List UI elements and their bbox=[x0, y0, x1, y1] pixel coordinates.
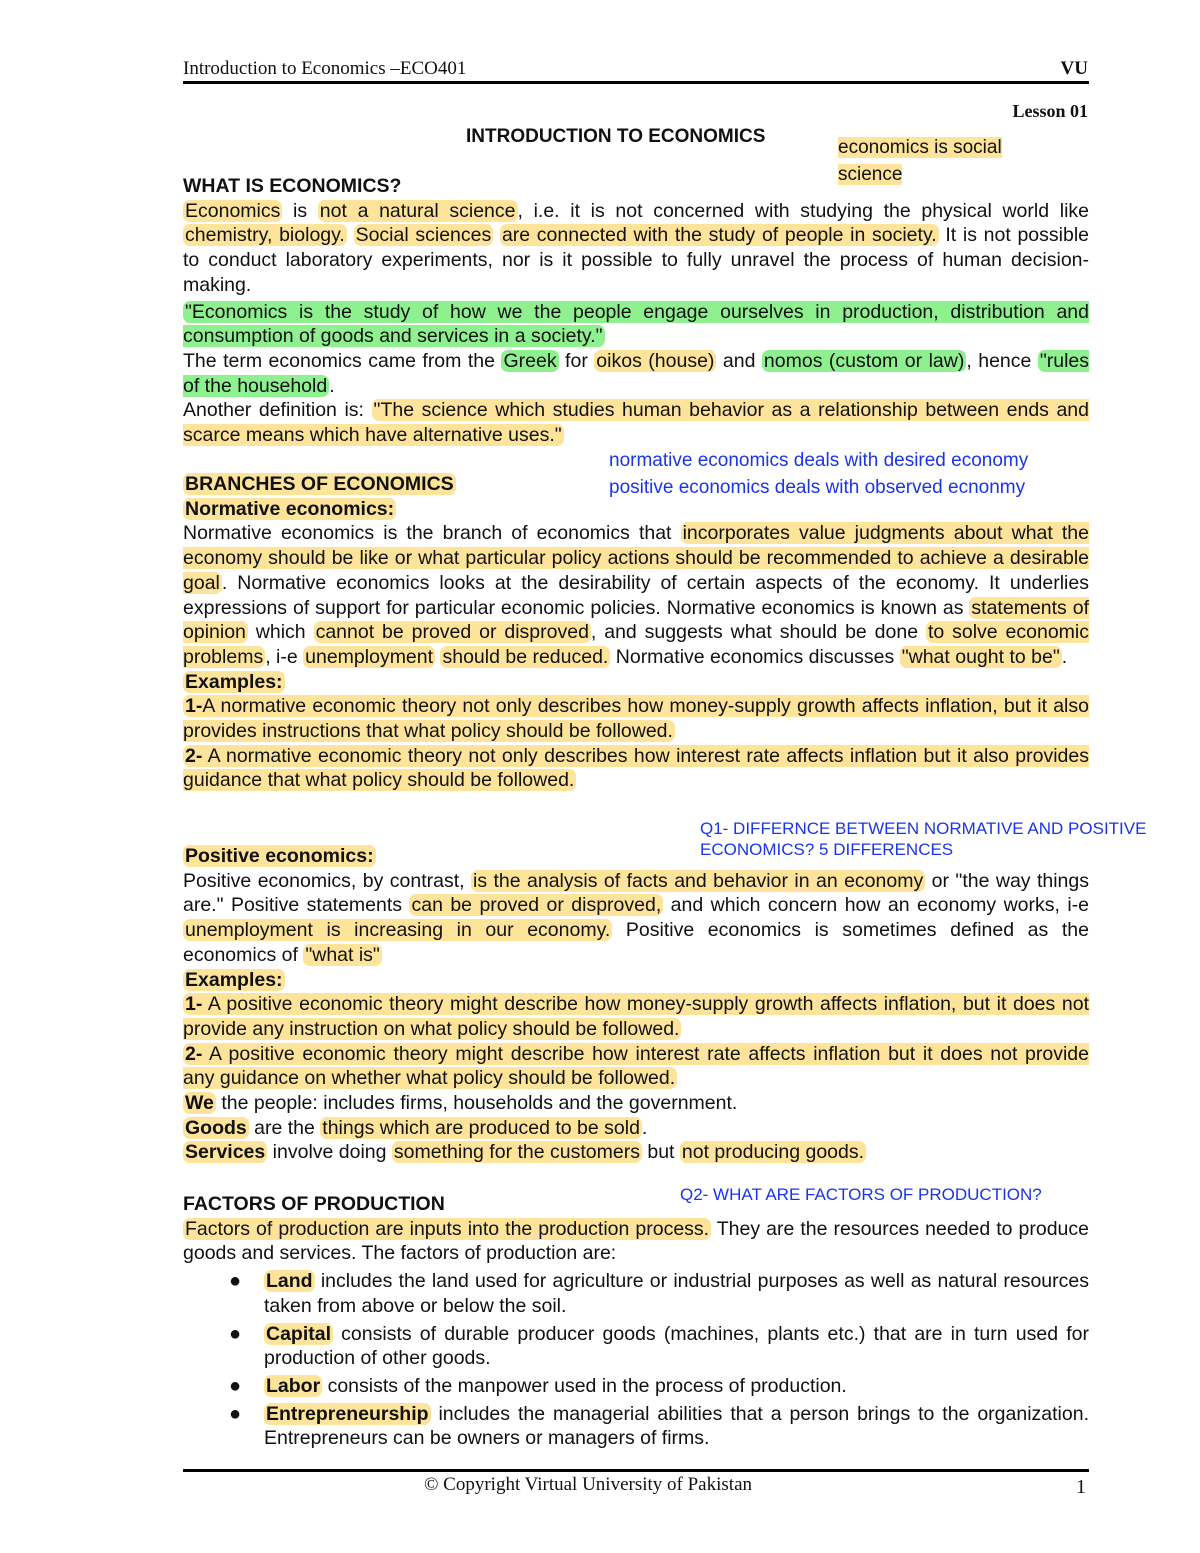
heading-positive-examples: Examples: bbox=[185, 968, 283, 991]
page-number: 1 bbox=[1076, 1476, 1086, 1498]
lesson-number: Lesson 01 bbox=[1012, 101, 1088, 121]
definition-goods: Goods are the things which are produced to be sold . bbox=[185, 1116, 648, 1139]
header-rule bbox=[183, 81, 1089, 84]
positive-example-1: 1- A positive economic theory might describe how money-supply growth affects inflation, but it does not provide any instruction on what policy should be followed. bbox=[183, 993, 1089, 1040]
factor-entrepreneurship: ● Entrepreneurship includes the managerial abilities that a person brings to the organization. Entrepreneurs can be owners or managers of firms. bbox=[229, 1402, 1089, 1450]
paragraph-normative: Normative economics is the branch of economics that incorporates value judgments about what the economy should be like or what particular policy actions should be recommended to achieve a desirable goal . Normative economics looks at the desirability of certain aspects of the economy. It underlies expressions of support for particular economic policies. Normative economics is known as statements of opinion which cannot be proved or disproved , and suggests what should be done to solve economic problems , i-e unemployment should be reduced. Normative economics discusses "what ought to be" . bbox=[183, 522, 1090, 668]
heading-normative: Normative economics: bbox=[185, 497, 395, 520]
paragraph-etymology: The term economics came from the Greek for oikos (house) and nomos (custom or law) , hence "rules of the household . bbox=[183, 349, 1090, 397]
paragraph-another-definition: Another definition is: "The science which studies human behavior as a relationship between ends and scarce means which have alternative uses." bbox=[183, 399, 1090, 447]
bullet-icon: ● bbox=[229, 1270, 242, 1293]
note-positive: positive economics deals with observed ecnonmy bbox=[609, 477, 1026, 498]
bullet-icon: ● bbox=[229, 1374, 242, 1397]
bullet-icon: ● bbox=[229, 1402, 242, 1425]
section-positive bbox=[183, 844, 1089, 1165]
bullet-icon: ● bbox=[229, 1322, 242, 1345]
section-factors bbox=[183, 1192, 1089, 1454]
heading-branches: BRANCHES OF ECONOMICS bbox=[185, 473, 454, 495]
heading-normative-examples: Examples: bbox=[185, 670, 283, 693]
question-1: Q1- DIFFERNCE BETWEEN NORMATIVE AND POSITIVE ECONOMICS? 5 DIFFERENCES bbox=[700, 819, 1147, 859]
factor-land: ● Land includes the land used for agriculture or industrial purposes as well as natural resources taken from above or below the soil. bbox=[229, 1270, 1089, 1317]
footer-copyright: © Copyright Virtual University of Pakistan bbox=[424, 1474, 753, 1495]
definition-services: Services involve doing something for the customers but not producing goods. bbox=[185, 1141, 865, 1164]
paragraph-factors-intro: Factors of production are inputs into the production process. They are the resources needed to produce goods and services. The factors of production are: bbox=[183, 1217, 1089, 1265]
positive-example-2: 2- A positive economic theory might describe how interest rate affects inflation but it does not provide any guidance on whether what policy should be followed. bbox=[183, 1042, 1089, 1090]
note-normative: normative economics deals with desired economy bbox=[609, 450, 1029, 471]
factors-list bbox=[183, 1269, 1089, 1451]
paragraph-definition: Economics is not a natural science , i.e. it is not concerned with studying the physical world like chemistry, biology. Social sciences are connected with the study of people in society. It is not possible to conduct laboratory experiments, nor is it possible to fully unravel the process of human decision-making. bbox=[183, 199, 1089, 296]
page-title: INTRODUCTION TO ECONOMICS bbox=[466, 126, 766, 147]
paragraph-positive: Positive economics, by contrast, is the analysis of facts and behavior in an economy or "the way things are." Positive statements can be proved or disproved, and which concern how an economy works, i-e unemployment is increasing in our economy. Positive economics is sometimes defined as the economics of "what is" bbox=[183, 869, 1090, 966]
course-header: Introduction to Economics –ECO401 bbox=[183, 58, 467, 79]
heading-factors: FACTORS OF PRODUCTION bbox=[183, 1193, 445, 1215]
question-2: Q2- WHAT ARE FACTORS OF PRODUCTION? bbox=[680, 1185, 1042, 1204]
footer-rule bbox=[183, 1469, 1089, 1472]
paragraph-quote: "Economics is the study of how we the people engage ourselves in production, distribution and consumption of goods and services in a society." bbox=[183, 300, 1089, 348]
section-what-is-economics bbox=[183, 174, 1089, 448]
factor-labor: ● Labor consists of the manpower used in the process of production. bbox=[229, 1374, 847, 1397]
university-header: VU bbox=[1060, 58, 1088, 79]
normative-example-1: 1-A normative economic theory not only describes how money-supply growth affects inflation, but it also provides instructions that what policy should be followed. bbox=[183, 695, 1089, 743]
section-branches bbox=[183, 472, 1089, 793]
normative-example-2: 2- A normative economic theory not only describes how interest rate affects inflation but it also provides guidance that what policy should be followed. bbox=[183, 744, 1089, 792]
factor-capital: ● Capital consists of durable producer goods (machines, plants etc.) that are in turn used for production of other goods. bbox=[229, 1322, 1089, 1370]
definition-we: We the people: includes firms, households and the government. bbox=[185, 1092, 738, 1115]
note-social-science: economics is social science bbox=[838, 137, 1002, 185]
heading-what-is-economics: WHAT IS ECONOMICS? bbox=[183, 175, 402, 197]
heading-positive: Positive economics: bbox=[185, 845, 374, 867]
